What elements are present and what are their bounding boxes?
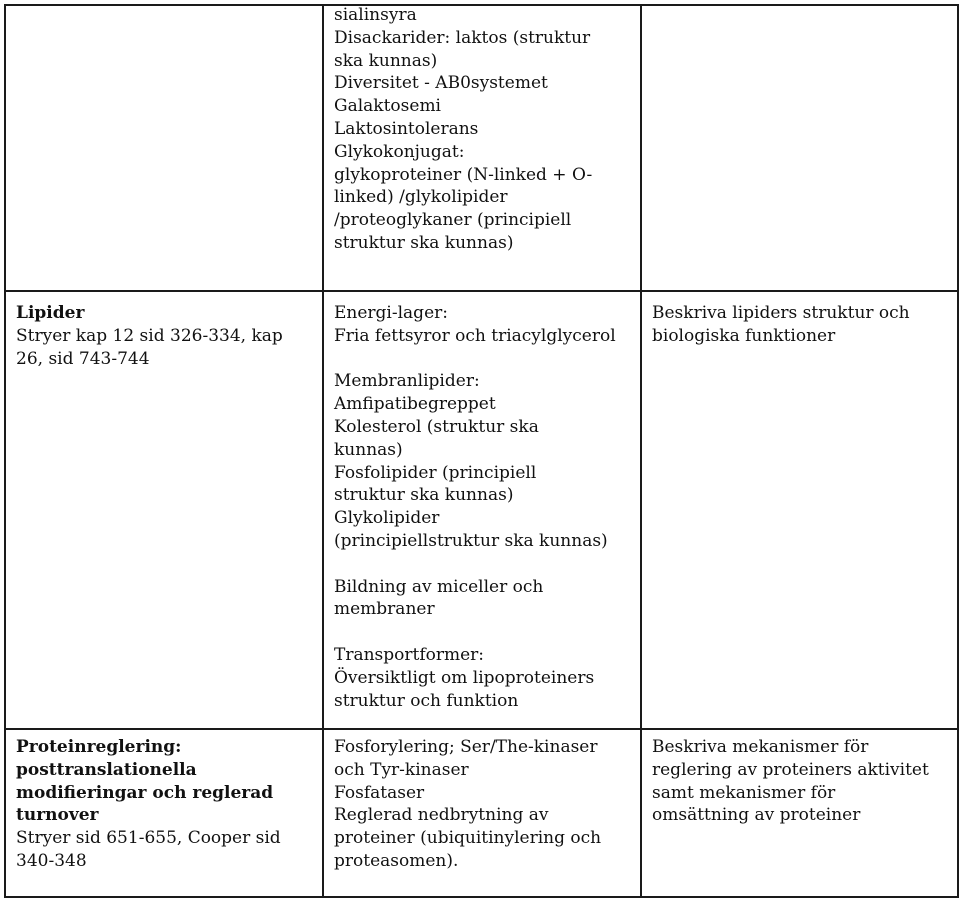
content-line: Disackarider: laktos (struktur xyxy=(334,27,591,48)
content-line: Membranlipider: xyxy=(334,371,480,392)
row3-topic-cell xyxy=(16,736,316,873)
content-line: ska kunnas) xyxy=(334,50,438,71)
content-line: Glykokonjugat: xyxy=(334,141,465,162)
topic-reference: 26, sid 743-744 xyxy=(16,348,150,369)
content-line: kunnas) xyxy=(334,439,403,460)
table-border-col1 xyxy=(322,4,324,898)
topic-title: posttranslationella xyxy=(16,759,197,780)
paragraph-gap xyxy=(334,348,634,371)
row3-goals-cell xyxy=(652,736,952,827)
topic-title: Proteinreglering: xyxy=(16,737,182,757)
table-border-col2 xyxy=(640,4,642,898)
content-line: struktur ska kunnas) xyxy=(334,232,514,253)
topic-reference: Stryer sid 651-655, Cooper sid xyxy=(16,828,281,849)
content-line: Fosfolipider (principiell xyxy=(334,462,537,483)
content-line: Bildning av miceller och xyxy=(334,576,544,597)
table-border-right xyxy=(957,4,959,898)
content-line: Kolesterol (struktur ska xyxy=(334,416,539,437)
paragraph-gap xyxy=(334,553,634,576)
content-line: Energi-lager: xyxy=(334,303,448,323)
content-line: Glykolipider xyxy=(334,508,440,529)
content-line: proteiner (ubiquitinylering och xyxy=(334,828,602,849)
content-line: struktur ska kunnas) xyxy=(334,485,514,506)
content-line: glykoproteiner (N-linked + O- xyxy=(334,164,593,185)
goal-line: Beskriva lipiders struktur och xyxy=(652,303,910,323)
content-line: Fosforylering; Ser/The-kinaser xyxy=(334,737,598,757)
table-border-bottom xyxy=(4,896,959,898)
content-line: Galaktosemi xyxy=(334,96,441,117)
goal-line: reglering av proteiners aktivitet xyxy=(652,759,929,780)
row2-content-cell xyxy=(334,302,634,712)
topic-title: Lipider xyxy=(16,303,85,323)
content-line: Fria fettsyror och triacylglycerol xyxy=(334,325,616,346)
topic-title: modifieringar och reglerad xyxy=(16,782,274,803)
content-line: /proteoglykaner (principiell xyxy=(334,210,572,231)
content-line: Fosfataser xyxy=(334,782,425,803)
content-line: Transportformer: xyxy=(334,644,485,665)
content-line: Amfipatibegreppet xyxy=(334,394,496,415)
goal-line: biologiska funktioner xyxy=(652,325,836,346)
table-border-left xyxy=(4,4,6,898)
content-line: (principiellstruktur ska kunnas) xyxy=(334,530,608,551)
row1-content-cell xyxy=(334,4,634,255)
paragraph-gap xyxy=(334,621,634,644)
content-line: sialinsyra xyxy=(334,5,417,25)
content-line: Laktosintolerans xyxy=(334,118,479,139)
topic-reference: Stryer kap 12 sid 326-334, kap xyxy=(16,325,283,346)
content-line: och Tyr-kinaser xyxy=(334,759,469,780)
content-line: Reglerad nedbrytning av xyxy=(334,805,549,826)
goal-line: samt mekanismer för xyxy=(652,782,836,803)
goal-line: omsättning av proteiner xyxy=(652,805,861,826)
content-line: proteasomen). xyxy=(334,850,459,871)
topic-reference: 340-348 xyxy=(16,850,87,871)
content-line: Diversitet - AB0systemet xyxy=(334,73,548,94)
content-line: linked) /glykolipider xyxy=(334,187,508,208)
topic-title: turnover xyxy=(16,805,99,826)
content-line: membraner xyxy=(334,599,435,620)
content-line: struktur och funktion xyxy=(334,690,519,711)
table-border-row1 xyxy=(4,290,959,292)
row3-content-cell xyxy=(334,736,634,873)
row2-topic-cell xyxy=(16,302,316,370)
goal-line: Beskriva mekanismer för xyxy=(652,737,869,757)
table-border-row2 xyxy=(4,728,959,730)
row2-goals-cell xyxy=(652,302,952,348)
content-line: Översiktligt om lipoproteiners xyxy=(334,667,595,688)
